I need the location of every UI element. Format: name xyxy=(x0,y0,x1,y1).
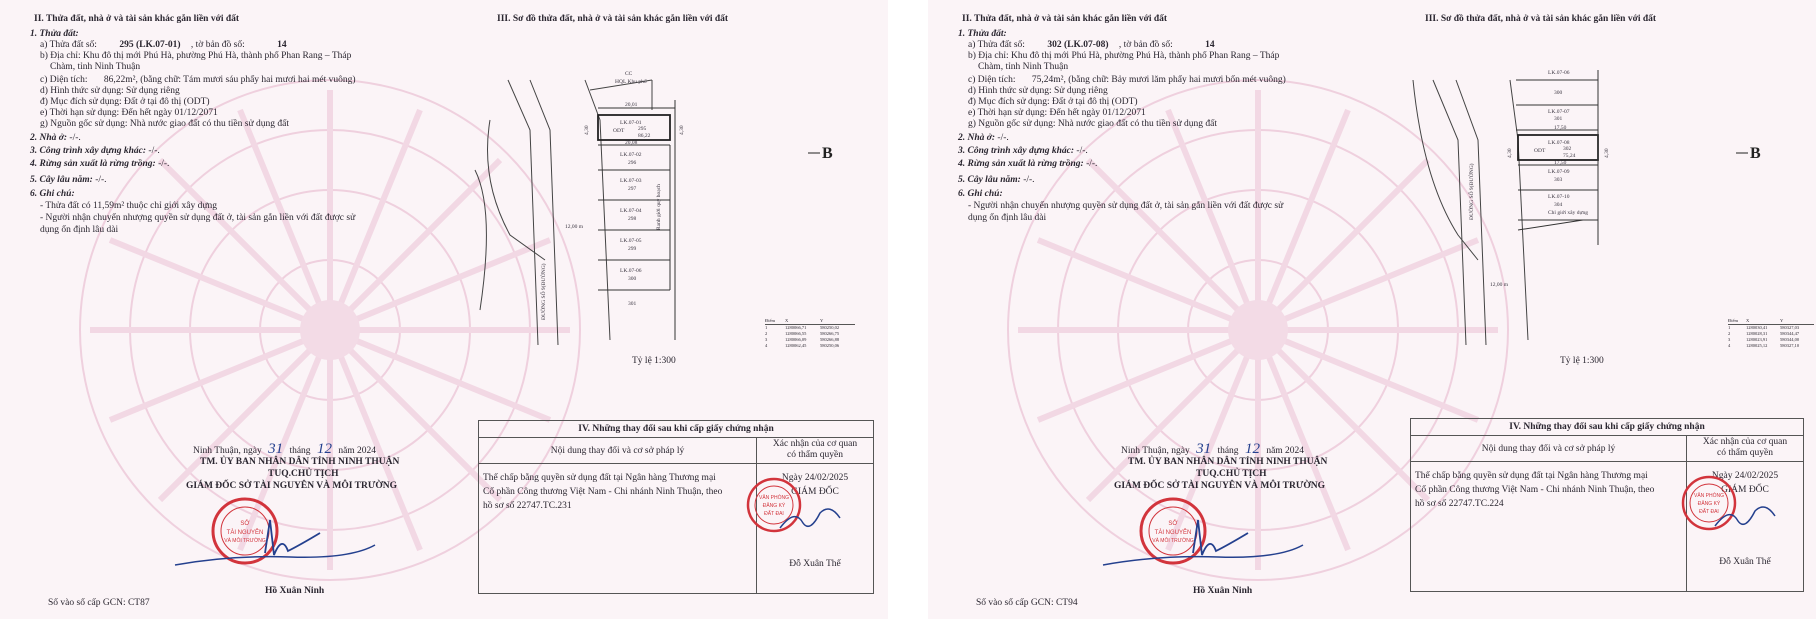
map-lot-name: LK.07-05 xyxy=(620,238,642,244)
usage-term: e) Thời hạn sử dụng: Đến hết ngày 01/12/2071 xyxy=(968,108,1146,118)
construction-label: 3. Công trình xây dựng khác: xyxy=(958,146,1075,156)
section2-title: II. Thửa đất, nhà ở và tài sản khác gắn liền với đất xyxy=(34,14,240,24)
map-top-label: CC xyxy=(625,71,633,77)
signing-org: TM. ỦY BAN NHÂN DÂN TỈNH NINH THUẬN xyxy=(1128,457,1328,467)
map-highlight-odt: ODT xyxy=(1534,148,1546,154)
area-label: c) Diện tích: xyxy=(40,75,88,85)
coordinate-row: 4 1280025,12 580327,10 xyxy=(1728,343,1800,348)
changes-date: Ngày 24/02/2025 xyxy=(1711,471,1779,481)
house-value: -/-. xyxy=(69,133,81,143)
address-line2: Chàm, tỉnh Ninh Thuận xyxy=(978,62,1069,72)
note-line: - Thửa đất có 11,59m² thuộc chỉ giới xây dựng xyxy=(40,201,217,211)
map-highlight-num: 302 xyxy=(1563,146,1572,152)
coordinate-row: 1 1280030,41 580327,03 xyxy=(1728,325,1800,330)
house-row xyxy=(958,133,1009,144)
area-value: 75,24m², (bằng chữ: Bảy mươi lăm phẩy hai mươi bốn mét vuông) xyxy=(1031,75,1286,85)
house-row xyxy=(30,133,81,144)
signer-name: Hồ Xuân Ninh xyxy=(1193,586,1253,596)
map-lot-num: 301 xyxy=(628,301,637,307)
map-lot-num: 296 xyxy=(628,160,637,166)
notes-heading: 6. Ghi chú: xyxy=(958,189,1003,199)
changes-content: hồ sơ số 22747.TC.224 xyxy=(1415,499,1504,509)
forest-row xyxy=(958,159,1097,170)
map-lot-num: 298 xyxy=(628,216,637,222)
perennial-value: -/-. xyxy=(95,175,107,185)
signing-place: Ninh Thuận, ngày xyxy=(1121,446,1190,456)
forest-label: 4. Rừng sản xuất là rừng trồng: xyxy=(958,159,1084,169)
signing-day: 31 xyxy=(1196,441,1212,457)
map-road-name: ĐƯỜNG SỐ 9(ĐƯỜNG) xyxy=(1469,163,1475,220)
map-sheet-value: 14 xyxy=(1205,40,1215,50)
changes-content: hồ sơ số 22747.TC.231 xyxy=(483,501,572,511)
coord-header-cell: X xyxy=(785,318,789,323)
changes-col2-header: có thẩm quyền xyxy=(787,450,843,460)
section2-title: II. Thửa đất, nhà ở và tài sản khác gắn liền với đất xyxy=(962,14,1168,24)
usage-form: d) Hình thức sử dụng: Sử dụng riêng xyxy=(968,86,1108,96)
certificate-page-left xyxy=(0,0,888,619)
north-arrow-label: B xyxy=(822,145,833,162)
coord-header-cell: Điểm xyxy=(765,318,775,323)
map-scale: Tỷ lệ 1:300 xyxy=(1560,356,1604,366)
map-side-label: Ranh giới quy hoạch xyxy=(656,184,662,230)
signing-year: năm 2024 xyxy=(338,446,377,456)
changes-signer: Đỗ Xuân Thế xyxy=(1719,557,1771,567)
signing-place: Ninh Thuận, ngày xyxy=(193,446,262,456)
changes-date: Ngày 24/02/2025 xyxy=(781,473,849,483)
changes-content: Cổ phần Công thương Việt Nam - Chi nhánh Ninh Thuận, theo xyxy=(483,487,723,497)
section3-title: III. Sơ đồ thửa đất, nhà ở và tài sản khác gắn liền với đất xyxy=(497,14,729,24)
seal-text: ĐẤT ĐAI xyxy=(1699,509,1719,515)
forest-value: -/-. xyxy=(1086,159,1098,169)
map-lot-num: 299 xyxy=(628,246,637,252)
coord-header-cell: Điểm xyxy=(1728,318,1738,323)
signing-org: GIÁM ĐỐC SỞ TÀI NGUYÊN VÀ MÔI TRƯỜNG xyxy=(1114,481,1326,491)
signing-month: 12 xyxy=(316,441,332,457)
map-sheet-label: , tờ bản đồ số: xyxy=(190,40,245,50)
seal-text: SỞ xyxy=(1168,521,1178,527)
changes-content: Thế chấp bằng quyền sử dụng đất tại Ngân hàng Thương mại xyxy=(483,473,716,483)
map-dim-label: 17,50 xyxy=(1554,160,1567,166)
coordinate-table xyxy=(765,318,855,349)
note-line: dụng ổn định lâu dài xyxy=(40,225,119,235)
usage-purpose: đ) Mục đích sử dụng: Đất ở tại đô thị (ODT) xyxy=(968,97,1138,107)
perennial-label: 5. Cây lâu năm: xyxy=(30,175,93,185)
map-highlight-lot: LK.07-08 xyxy=(1548,140,1570,146)
signing-date xyxy=(1121,441,1305,457)
director-signature xyxy=(170,515,380,570)
serial-number: Số vào sổ cấp GCN: CT94 xyxy=(976,598,1078,608)
parcel-number-row xyxy=(40,40,287,51)
coordinate-row: 3 1280066,09 580266,88 xyxy=(765,337,840,342)
map-lot-num: 301 xyxy=(1554,116,1563,122)
changes-col2-header: Xác nhận của cơ quan xyxy=(772,439,858,449)
coordinate-header xyxy=(765,318,855,325)
map-dim-label: 4,30 xyxy=(584,125,590,135)
signing-org: TUQ.CHỦ TỊCH xyxy=(268,469,339,479)
forest-label: 4. Rừng sản xuất là rừng trồng: xyxy=(30,159,156,169)
map-highlight-num: 295 xyxy=(638,126,647,132)
changes-signer: Đỗ Xuân Thế xyxy=(789,559,841,569)
map-highlight-odt: ODT xyxy=(613,128,625,134)
signing-month: 12 xyxy=(1244,441,1260,457)
coord-header-cell: Y xyxy=(1780,318,1784,323)
construction-row xyxy=(30,146,160,157)
house-label: 2. Nhà ở: xyxy=(30,133,68,143)
seal-text: ĐĂNG KÝ xyxy=(762,503,786,509)
seal-text: VĂN PHÒNG xyxy=(1693,493,1725,499)
area-value: 86,22m², (bằng chữ: Tám mươi sáu phẩy hai mươi hai mét vuông) xyxy=(103,75,356,85)
map-lot-num: 304 xyxy=(1554,202,1563,208)
address-line1: b) Địa chỉ: Khu đô thị mới Phú Hà, phường Phú Hà, thành phố Phan Rang – Tháp xyxy=(40,51,352,61)
map-dim-label: 4,30 xyxy=(679,125,685,135)
serial-number: Số vào sổ cấp GCN: CT87 xyxy=(48,598,150,608)
address-line1: b) Địa chỉ: Khu đô thị mới Phú Hà, phường Phú Hà, thành phố Phan Rang – Tháp xyxy=(968,51,1280,61)
coordinate-row: 3 1280023,91 580344,00 xyxy=(1728,337,1800,342)
certificate-page-right xyxy=(928,0,1816,619)
note-line: - Người nhận chuyển nhượng quyền sử dụng đất ở, tài sản gắn liền với đất được sử xyxy=(968,201,1284,211)
parcel-number-label: a) Thửa đất số: xyxy=(40,40,97,50)
map-lot-name: LK.07-07 xyxy=(1548,109,1570,115)
registration-signature xyxy=(775,498,845,538)
map-lot-num: 300 xyxy=(1554,90,1563,96)
map-dim-label: 20,01 xyxy=(625,102,638,108)
coordinate-row: 2 1280066,55 580266,75 xyxy=(765,331,840,336)
signing-month-label: tháng xyxy=(289,446,311,456)
signing-org: TUQ.CHỦ TỊCH xyxy=(1196,469,1267,479)
map-road-name: ĐƯỜNG SỐ 9(ĐƯỜNG) xyxy=(541,263,547,320)
perennial-row xyxy=(958,175,1035,186)
address-line2: Chàm, tỉnh Ninh Thuận xyxy=(50,62,141,72)
director-signature xyxy=(1098,515,1308,570)
perennial-value: -/-. xyxy=(1023,175,1035,185)
parcel-number-label: a) Thửa đất số: xyxy=(968,40,1025,50)
seal-text: VÀ MÔI TRƯỜNG xyxy=(224,538,266,544)
signing-date xyxy=(193,441,377,457)
map-lot-num: 300 xyxy=(628,276,637,282)
map-road-width: 12,00 m xyxy=(1490,282,1509,288)
map-highlight-area: 86,22 xyxy=(638,133,651,139)
seal-text: ĐĂNG KÝ xyxy=(1697,501,1721,507)
coord-header-cell: Y xyxy=(820,318,824,323)
signing-year: năm 2024 xyxy=(1266,446,1305,456)
changes-title: IV. Những thay đổi sau khi cấp giấy chứng nhận xyxy=(1509,422,1705,432)
map-dim-label: 4,30 xyxy=(1604,148,1610,158)
seal-text: ĐẤT ĐAI xyxy=(764,511,784,517)
changes-col2-header: Xác nhận của cơ quan xyxy=(1702,437,1788,447)
coordinate-table xyxy=(1728,318,1814,349)
signing-month-label: tháng xyxy=(1217,446,1239,456)
map-side-note: Chỉ giới xây dựng xyxy=(1548,210,1588,216)
seal-text: TÀI NGUYÊN xyxy=(1154,530,1192,536)
construction-value: -/-. xyxy=(148,146,160,156)
changes-col2-header: có thẩm quyền xyxy=(1717,448,1773,458)
map-lot-name: LK.07-04 xyxy=(620,208,642,214)
area-row xyxy=(40,75,356,86)
map-lot-name: LK.07-02 xyxy=(620,152,642,158)
map-lot-name: LK.07-03 xyxy=(620,178,642,184)
changes-content: Thế chấp bằng quyền sử dụng đất tại Ngân hàng Thương mại xyxy=(1415,471,1648,481)
notes-heading: 6. Ghi chú: xyxy=(30,189,75,199)
map-lot-name: LK.07-06 xyxy=(620,268,642,274)
map-highlight-area: 75,24 xyxy=(1563,153,1576,159)
parcel-number-row xyxy=(968,40,1215,51)
parcel-number-value: 302 (LK.07-08) xyxy=(1047,40,1109,50)
coordinate-row: 4 1280062,45 580250,06 xyxy=(765,343,840,348)
note-line: dụng ổn định lâu dài xyxy=(968,213,1047,223)
map-scale: Tỷ lệ 1:300 xyxy=(632,356,676,366)
coordinate-header xyxy=(1728,318,1814,325)
forest-row xyxy=(30,159,169,170)
map-dim-label: 17,50 xyxy=(1554,125,1567,131)
coord-header-cell: X xyxy=(1746,318,1750,323)
land-heading: 1. Thửa đất: xyxy=(958,29,1007,39)
changes-col1-header: Nội dung thay đổi và cơ sở pháp lý xyxy=(550,446,685,456)
map-lot-name: LK.07-10 xyxy=(1548,194,1570,200)
changes-role: GIÁM ĐỐC xyxy=(1721,485,1769,495)
signing-day: 31 xyxy=(268,441,284,457)
construction-row xyxy=(958,146,1088,157)
seal-text: TÀI NGUYÊN xyxy=(226,530,264,536)
map-road-width: 12,00 m xyxy=(565,224,584,230)
forest-value: -/-. xyxy=(158,159,170,169)
signing-org: GIÁM ĐỐC SỞ TÀI NGUYÊN VÀ MÔI TRƯỜNG xyxy=(186,481,398,491)
perennial-row xyxy=(30,175,107,186)
usage-purpose: đ) Mục đích sử dụng: Đất ở tại đô thị (ODT) xyxy=(40,97,210,107)
land-heading: 1. Thửa đất: xyxy=(30,29,79,39)
signing-org: TM. ỦY BAN NHÂN DÂN TỈNH NINH THUẬN xyxy=(200,457,400,467)
map-sheet-label: , tờ bản đồ số: xyxy=(1118,40,1173,50)
map-lot-name: LK.07-06 xyxy=(1548,70,1570,76)
changes-title: IV. Những thay đổi sau khi cấp giấy chứng nhận xyxy=(578,424,774,434)
area-label: c) Diện tích: xyxy=(968,75,1016,85)
registration-signature xyxy=(1710,496,1780,536)
signer-name: Hồ Xuân Ninh xyxy=(265,586,325,596)
seal-text: VÀ MÔI TRƯỜNG xyxy=(1152,538,1194,544)
perennial-label: 5. Cây lâu năm: xyxy=(958,175,1021,185)
usage-form: d) Hình thức sử dụng: Sử dụng riêng xyxy=(40,86,180,96)
seal-text: VĂN PHÒNG xyxy=(758,495,790,501)
map-lot-name: LK.07-09 xyxy=(1548,169,1570,175)
area-row xyxy=(968,75,1286,86)
map-lot-num: 303 xyxy=(1554,177,1563,183)
house-label: 2. Nhà ở: xyxy=(958,133,996,143)
map-dim-label: 20,08 xyxy=(625,140,638,146)
map-dim-label: 4,30 xyxy=(1507,148,1513,158)
usage-origin: g) Nguồn gốc sử dụng: Nhà nước giao đất có thu tiền sử dụng đất xyxy=(968,119,1217,129)
section3-title: III. Sơ đồ thửa đất, nhà ở và tài sản khác gắn liền với đất xyxy=(1425,14,1657,24)
map-highlight-lot: LK.07-01 xyxy=(620,120,642,126)
changes-content: Cổ phần Công thương Việt Nam - Chi nhánh Ninh Thuận, theo xyxy=(1415,485,1655,495)
changes-col1-header: Nội dung thay đổi và cơ sở pháp lý xyxy=(1481,444,1616,454)
note-line: - Người nhận chuyển nhượng quyền sử dụng đất ở, tài sản gắn liền với đất được sử xyxy=(40,213,356,223)
map-sheet-value: 14 xyxy=(277,40,287,50)
coordinate-row: 2 1280028,31 580344,47 xyxy=(1728,331,1800,336)
construction-value: -/-. xyxy=(1076,146,1088,156)
construction-label: 3. Công trình xây dựng khác: xyxy=(30,146,147,156)
map-lot-num: 297 xyxy=(628,186,637,192)
seal-text: SỞ xyxy=(240,521,250,527)
changes-role: GIÁM ĐỐC xyxy=(791,487,839,497)
usage-term: e) Thời hạn sử dụng: Đến hết ngày 01/12/2071 xyxy=(40,108,218,118)
north-arrow-label: B xyxy=(1750,145,1761,162)
map-top-label: HQL Khu phố xyxy=(615,79,647,85)
parcel-number-value: 295 (LK.07-01) xyxy=(119,40,181,50)
usage-origin: g) Nguồn gốc sử dụng: Nhà nước giao đất có thu tiền sử dụng đất xyxy=(40,119,289,129)
coordinate-row: 1 1280066,71 580250,02 xyxy=(765,325,840,330)
house-value: -/-. xyxy=(997,133,1009,143)
